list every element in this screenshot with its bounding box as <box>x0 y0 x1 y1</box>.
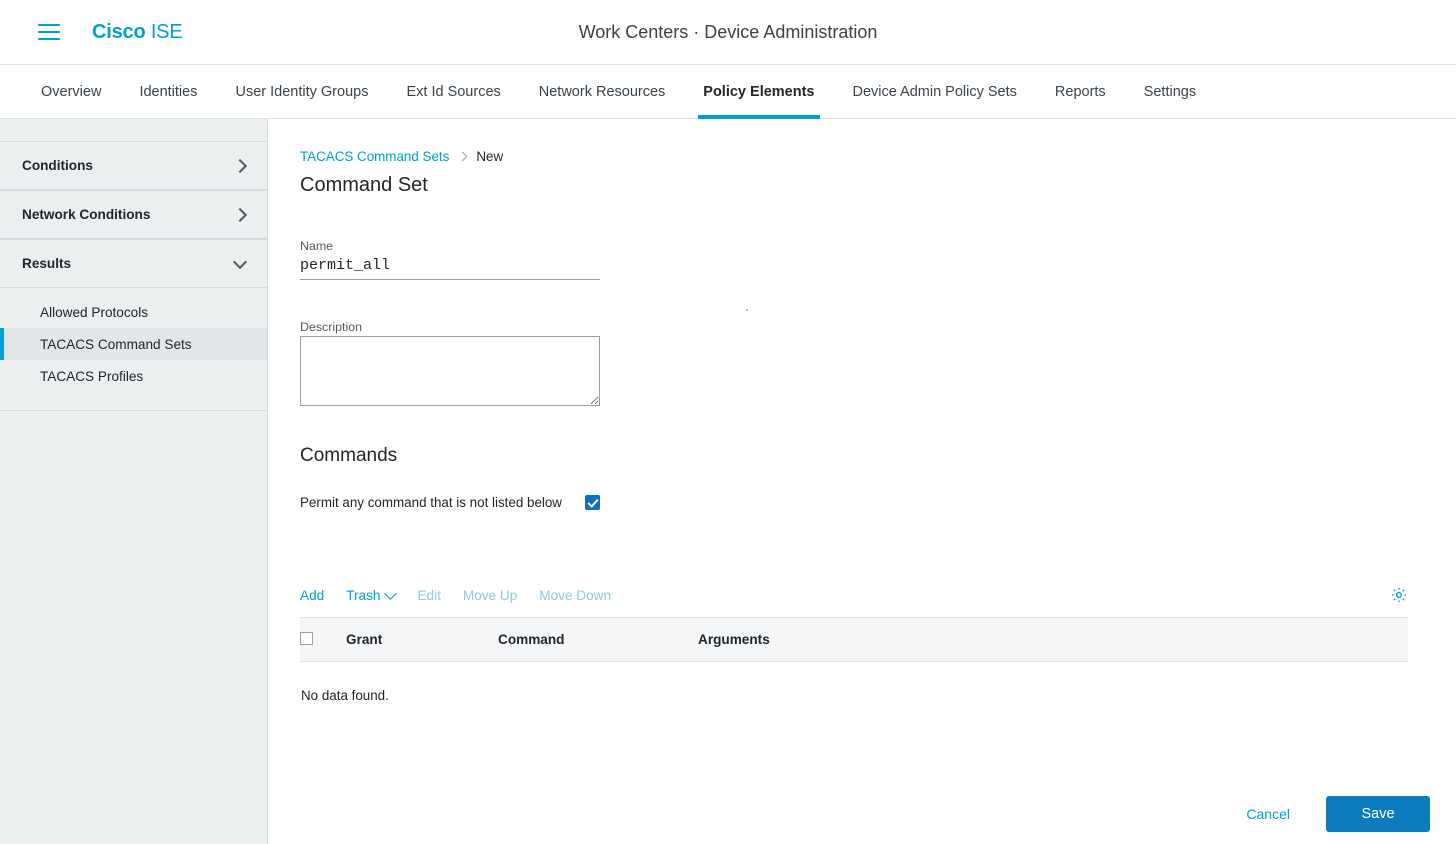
commands-toolbar <box>300 588 1434 613</box>
brand-cisco: Cisco <box>92 20 146 43</box>
move-up-button[interactable]: Move Up <box>462 588 518 603</box>
top-bar <box>0 0 1456 65</box>
breadcrumb <box>300 149 1434 164</box>
table-header-row <box>300 618 1408 662</box>
sidebar-item-label: TACACS Command Sets <box>40 336 192 352</box>
move-down-button[interactable]: Move Down <box>539 588 612 603</box>
sidebar-section-conditions-label: Conditions <box>22 158 93 173</box>
name-label: Name <box>300 239 334 253</box>
page-title: Work Centers · Device Administration <box>578 21 878 42</box>
tab-user-identity-groups[interactable]: User Identity Groups <box>235 83 369 100</box>
sidebar-section-results[interactable] <box>0 239 267 288</box>
add-button[interactable]: Add <box>300 588 325 603</box>
chevron-down-icon <box>233 254 247 268</box>
commands-table <box>300 617 1408 662</box>
name-input[interactable] <box>300 255 600 280</box>
gear-icon[interactable] <box>1390 586 1408 604</box>
sidebar-section-conditions[interactable] <box>0 141 267 190</box>
description-label: Description <box>300 320 362 334</box>
cancel-button[interactable]: Cancel <box>1232 798 1304 830</box>
breadcrumb-current: New <box>476 149 504 164</box>
tab-device-admin-policy-sets[interactable]: Device Admin Policy Sets <box>852 83 1017 100</box>
name-field-group <box>300 239 600 280</box>
permit-any-row <box>300 495 1434 510</box>
sidebar-top-spacer <box>0 119 267 141</box>
tab-reports[interactable]: Reports <box>1054 83 1106 100</box>
sidebar-item-label: Allowed Protocols <box>40 304 149 320</box>
select-all-checkbox[interactable] <box>300 632 313 645</box>
permit-any-label: Permit any command that is not listed below <box>300 495 562 510</box>
page-heading: Command Set <box>300 174 428 196</box>
description-textarea[interactable] <box>300 336 600 406</box>
breadcrumb-separator-icon <box>458 152 468 162</box>
hamburger-icon[interactable] <box>38 24 60 40</box>
breadcrumb-link-tacacs-command-sets[interactable]: TACACS Command Sets <box>300 149 450 164</box>
commands-heading: Commands <box>300 445 398 466</box>
sidebar-results-links <box>0 288 267 411</box>
permit-any-checkbox[interactable] <box>585 495 600 510</box>
tab-overview[interactable]: Overview <box>41 83 102 100</box>
sidebar-section-results-label: Results <box>22 256 72 271</box>
sidebar-section-network-conditions[interactable] <box>0 190 267 239</box>
column-arguments[interactable]: Arguments <box>698 618 1408 662</box>
chevron-right-icon <box>233 207 247 221</box>
sidebar-item-tacacs-profiles[interactable] <box>0 360 267 392</box>
column-command[interactable]: Command <box>498 618 698 662</box>
column-grant[interactable]: Grant <box>346 618 498 662</box>
sidebar-item-allowed-protocols[interactable] <box>0 296 267 328</box>
main-content <box>268 119 1456 844</box>
brand-ise: ISE <box>150 20 183 43</box>
sidebar-item-label: TACACS Profiles <box>40 368 144 384</box>
main-nav <box>0 65 1456 119</box>
trash-button-label: Trash <box>346 588 381 603</box>
chevron-right-icon <box>233 158 247 172</box>
sidebar-section-network-conditions-label: Network Conditions <box>22 207 151 222</box>
edit-button[interactable]: Edit <box>417 588 441 603</box>
sidebar <box>0 119 268 844</box>
form-actions <box>1232 796 1430 832</box>
sidebar-empty-area <box>0 411 267 844</box>
chevron-down-icon <box>385 587 398 600</box>
sidebar-item-tacacs-command-sets[interactable] <box>0 328 267 360</box>
tab-network-resources[interactable]: Network Resources <box>538 83 666 100</box>
tab-settings[interactable]: Settings <box>1143 83 1197 100</box>
tab-identities[interactable]: Identities <box>139 83 198 100</box>
decorative-dot <box>746 309 748 311</box>
trash-button[interactable] <box>346 588 411 603</box>
commands-table-head <box>300 618 1408 662</box>
brand-logo[interactable] <box>92 21 182 44</box>
tab-policy-elements[interactable]: Policy Elements <box>684 65 833 118</box>
save-button[interactable]: Save <box>1326 796 1430 832</box>
empty-state-message: No data found. <box>301 688 389 703</box>
tab-ext-id-sources[interactable]: Ext Id Sources <box>406 83 501 100</box>
select-all-cell <box>300 618 346 662</box>
description-field-group <box>300 320 600 411</box>
